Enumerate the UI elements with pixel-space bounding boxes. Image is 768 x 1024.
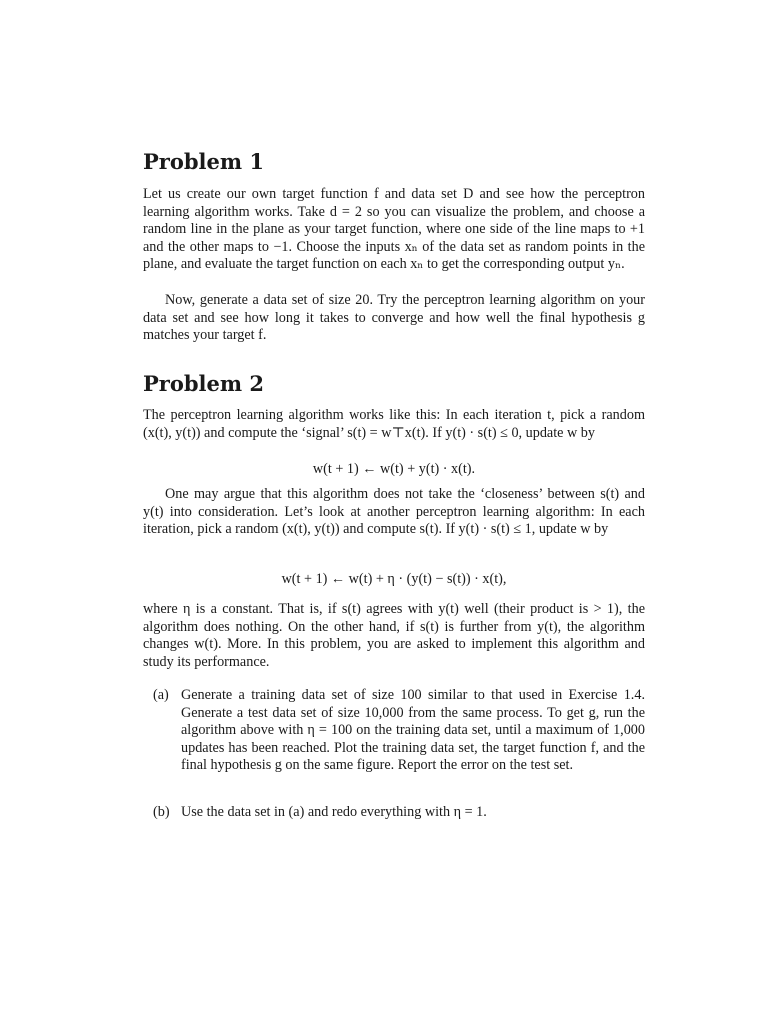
problem-1-paragraph-2: Now, generate a data set of size 20. Try the perceptron learning algorithm on your data set and see how long it takes to converge and how well the final hypothesis g matches your target f. (143, 292, 645, 344)
problem-1-paragraph-1: Let us create our own target function f and data set D and see how the perceptron learning algorithm works. Take d = 2 so you can visualize the problem, and choose a random line in the plane as your target function, where one side of the line maps to +1 and the other maps to −1. Choose the inputs xₙ of the data set as random points in the plane, and evaluate the target function on each xₙ to get the corresponding output yₙ. (143, 186, 645, 273)
list-item-a (143, 687, 645, 775)
problem-2-paragraph-3: where η is a constant. That is, if s(t) agrees with y(t) well (their product is > 1), the algorithm does nothing. On the other hand, if s(t) is further from y(t), the algorithm changes w(t). More. In this problem, you are asked to implement this algorithm and study its performance. (143, 601, 645, 670)
list-item-b (143, 804, 645, 822)
list-marker-a: (a) (153, 687, 169, 703)
list-marker-b: (b) (153, 804, 170, 820)
update-rule-equation-2: w(t + 1) ← w(t) + η · (y(t) − s(t)) · x(t), (281, 571, 507, 587)
problem-2-paragraph-2: One may argue that this algorithm does not take the ‘closeness’ between s(t) and y(t) into consideration. Let’s look at another perceptron learning algorithm: In each iteration, pick a random (x(t), y(t)) and compute s(t). If y(t) · s(t) ≤ 1, update w by (143, 486, 645, 538)
list-text-b: Use the data set in (a) and redo everything with η = 1. (181, 804, 487, 820)
problem-2-paragraph-1: The perceptron learning algorithm works like this: In each iteration t, pick a random (x(t), y(t)) and compute the ‘signal’ s(t) = w⊤x(t). If y(t) · s(t) ≤ 0, update w by (143, 407, 645, 441)
list-text-a: Generate a training data set of size 100 similar to that used in Exercise 1.4. Generate a test data set of size 10,000 from the same process. To get g, run the algorithm above with η = 100 on the training data set, until a maximum of 1,000 updates has been reached. Plot the training data set, the target function f, and the final hypothesis g on the same figure. Report the error on the test set. (181, 687, 645, 774)
problem-2-title: Problem 2 (143, 371, 265, 396)
problem-1-title: Problem 1 (143, 149, 265, 174)
update-rule-equation-1: w(t + 1) ← w(t) + y(t) · x(t). (312, 461, 476, 477)
